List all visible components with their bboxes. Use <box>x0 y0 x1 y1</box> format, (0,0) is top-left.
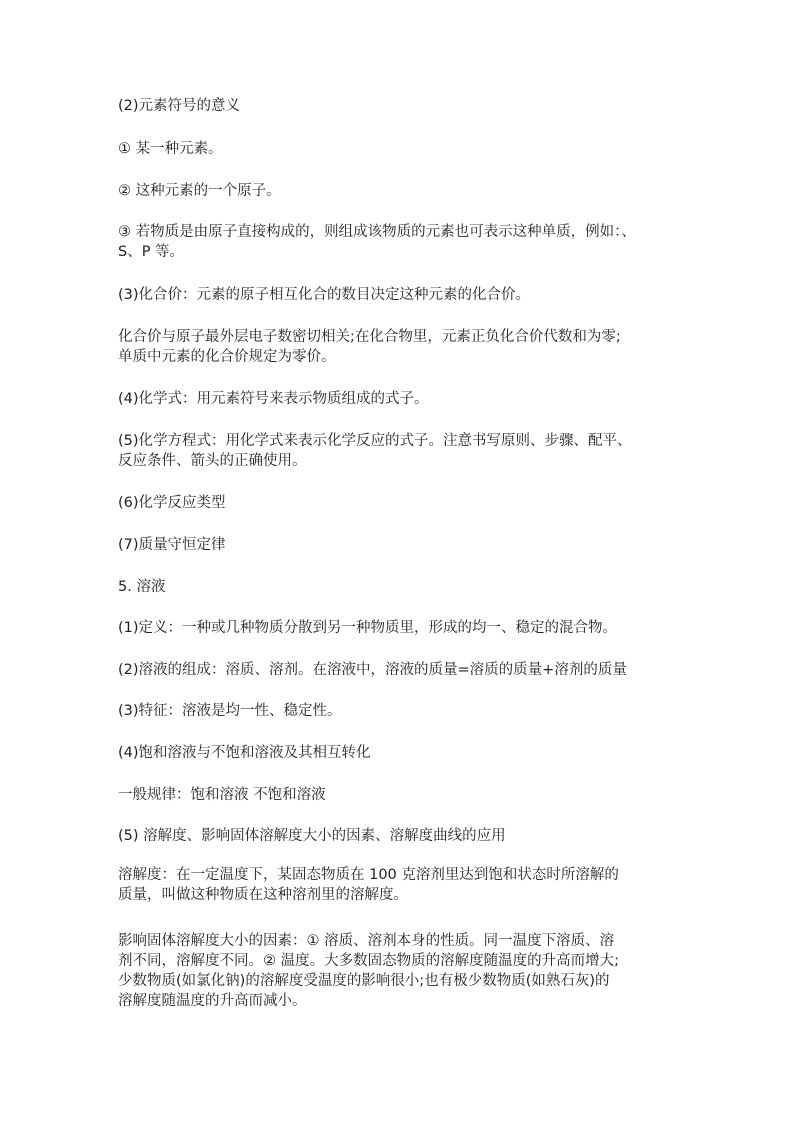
text-line: 溶解度随温度的升高而减小。 <box>118 993 307 1009</box>
text-line: (4)化学式：用元素符号来表示物质组成的式子。 <box>118 391 429 407</box>
text-line: 影响固体溶解度大小的因素：① 溶质、溶剂本身的性质。同一温度下溶质、溶 <box>118 933 615 949</box>
paragraph-item-1 <box>118 139 688 159</box>
paragraph-solubility-definition <box>118 865 688 905</box>
text-line: (3)特征：溶液是均一性、稳定性。 <box>118 703 342 719</box>
paragraph-valence <box>118 285 688 305</box>
paragraph-solubility-factors <box>118 931 688 1011</box>
text-line: 一般规律：饱和溶液 不饱和溶液 <box>118 787 326 803</box>
paragraph-general-rule <box>118 785 688 805</box>
paragraph-solution-definition <box>118 618 688 638</box>
section-heading-solution <box>118 577 688 597</box>
paragraph-solution-features <box>118 701 688 721</box>
paragraph-item-2 <box>118 181 688 201</box>
text-line: (6)化学反应类型 <box>118 495 226 511</box>
paragraph-reaction-types <box>118 493 688 513</box>
text-line: (5)化学方程式：用化学式来表示化学反应的式子。注意书写原则、步骤、配平、 <box>118 433 632 449</box>
text-line: (3)化合价：元素的原子相互化合的数目决定这种元素的化合价。 <box>118 287 531 303</box>
paragraph-solution-composition <box>118 660 688 680</box>
paragraph-saturated-solution <box>118 743 688 763</box>
text-line: (2)溶液的组成：溶质、溶剂。在溶液中，溶液的质量=溶质的质量+溶剂的质量 <box>118 662 627 678</box>
text-line: 5. 溶液 <box>118 579 166 595</box>
text-line: 化合价与原子最外层电子数密切相关;在化合物里，元素正负化合价代数和为零; <box>118 329 621 345</box>
text-line: ① 某一种元素。 <box>118 141 223 157</box>
paragraph-valence-detail <box>118 327 688 367</box>
text-line: ② 这种元素的一个原子。 <box>118 183 281 199</box>
paragraph-chemical-formula <box>118 389 688 409</box>
text-line: (5) 溶解度、影响固体溶解度大小的因素、溶解度曲线的应用 <box>118 828 506 844</box>
text-line: (1)定义：一种或几种物质分散到另一种物质里，形成的均一、稳定的混合物。 <box>118 620 618 636</box>
paragraph-item-3 <box>118 222 688 262</box>
text-line: 单质中元素的化合价规定为零价。 <box>118 349 336 365</box>
text-line: 溶解度：在一定温度下，某固态物质在 100 克溶剂里达到饱和状态时所溶解的 <box>118 867 619 883</box>
text-line: S、P 等。 <box>118 244 185 260</box>
paragraph-solubility-topics <box>118 826 688 846</box>
text-line: 反应条件、箭头的正确使用。 <box>118 453 307 469</box>
paragraph-element-symbol-meaning <box>118 96 688 116</box>
text-line: 少数物质(如氯化钠)的溶解度受温度的影响很小;也有极少数物质(如熟石灰)的 <box>118 973 610 989</box>
text-line: (4)饱和溶液与不饱和溶液及其相互转化 <box>118 745 371 761</box>
text-line: (7)质量守恒定律 <box>118 537 226 553</box>
paragraph-mass-conservation <box>118 535 688 555</box>
paragraph-chemical-equation <box>118 431 688 471</box>
text-line: (2)元素符号的意义 <box>118 98 241 114</box>
text-line: 剂不同，溶解度不同。② 温度。大多数固态物质的溶解度随温度的升高而增大; <box>118 953 619 969</box>
text-line: ③ 若物质是由原子直接构成的，则组成该物质的元素也可表示这种单质，例如：、 <box>118 224 636 240</box>
text-line: 质量，叫做这种物质在这种溶剂里的溶解度。 <box>118 887 408 903</box>
